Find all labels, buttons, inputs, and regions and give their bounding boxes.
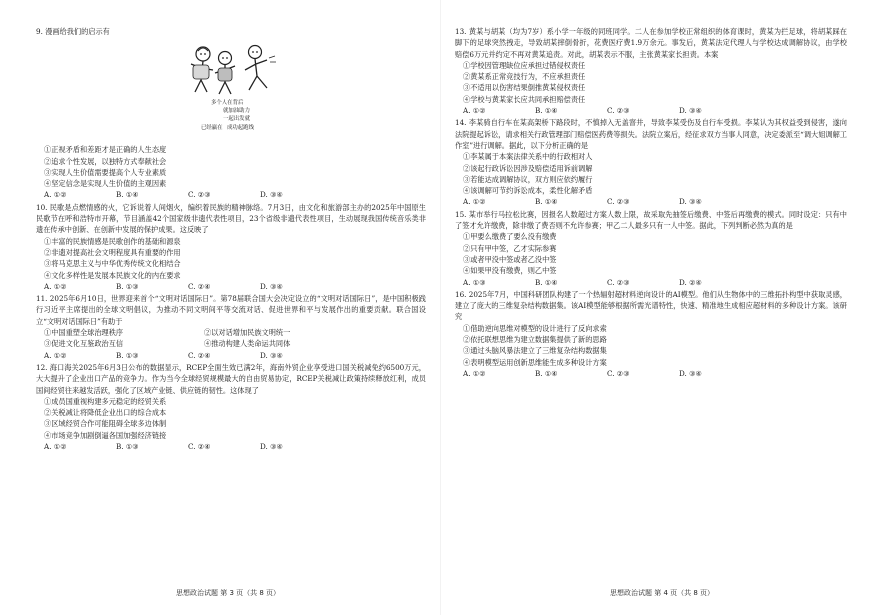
statement: ④文化多样性是发展本民族文化的内在要求	[44, 270, 181, 280]
question-10	[36, 202, 426, 292]
question-stem: 15. 某市举行马拉松比赛，因报名人数超过方案人数上限，故采取先抽签后缴费、中签后再缴费的模式。同时设定：只有中了签才允许缴费，除非缴了费否则不允许参赛；甲乙二人最多只有一人中签。据此，下列判断必然为真的是	[455, 209, 847, 231]
statement: ②以对话增加民族文明统一	[204, 328, 291, 338]
question-9	[36, 26, 426, 201]
question-15	[455, 209, 847, 288]
choice-c[interactable]: C. ②④	[188, 442, 211, 452]
choice-d[interactable]: D. ③④	[679, 106, 702, 116]
statement: ④推动构建人类命运共同体	[204, 339, 291, 349]
choice-d[interactable]: D. ③④	[260, 442, 283, 452]
choice-c[interactable]: C. ②③	[607, 197, 630, 207]
question-stem: 9. 漫画给我们的启示有	[36, 27, 110, 36]
cartoon-caption-line: 就加油助力	[223, 108, 250, 115]
statement: ①借助逆向思维对模型的设计进行了反向求索	[463, 323, 607, 333]
choice-b[interactable]: B. ①④	[535, 197, 558, 207]
right-column	[455, 26, 847, 581]
choice-b[interactable]: B. ①④	[535, 106, 558, 116]
choice-d[interactable]: D. ②④	[679, 277, 702, 287]
statement: ②追求个性发展，以独特方式奉献社会	[44, 156, 167, 166]
answer-choices	[36, 350, 426, 361]
choice-d[interactable]: D. ③④	[260, 350, 283, 360]
cartoon-caption-line: 已经赢在	[201, 125, 223, 132]
cartoon-figure	[36, 40, 426, 140]
statement: ①中国重塑全球治理秩序	[44, 328, 124, 338]
choice-a[interactable]: A. ①②	[44, 350, 67, 360]
choice-a[interactable]: A. ①③	[463, 277, 486, 287]
question-13	[455, 26, 847, 116]
answer-choices	[455, 196, 847, 207]
page-fold-divider	[440, 0, 441, 615]
statement: ②非遗对提高社会文明程度具有重要的作用	[44, 247, 181, 257]
statement: ②关税减让将降低企业出口的综合成本	[44, 408, 167, 418]
statement-row	[36, 338, 426, 349]
statement: ①学校因管理缺位应承担过错侵权责任	[463, 60, 586, 70]
choice-a[interactable]: A. ①②	[463, 106, 486, 116]
statement: ④学校与黄某家长应共同承担赔偿责任	[463, 94, 586, 104]
statement: ①李某属于本案法律关系中的行政相对人	[463, 152, 593, 162]
choice-d[interactable]: D. ③④	[260, 190, 283, 200]
statement: ③或者甲没中签或者乙没中签	[463, 254, 557, 264]
statement: ②依托联想思维为建立数据集提供了新的思路	[463, 335, 607, 345]
statement: ④市场竞争加剧倒逼各国加强经济链接	[44, 430, 167, 440]
statement: ③将马克思主义与中华优秀传统文化相结合	[44, 259, 181, 269]
choice-b[interactable]: B. ①④	[535, 368, 558, 378]
cartoon-caption-line: 一起出发就	[223, 116, 250, 123]
answer-choices	[455, 105, 847, 116]
answer-choices	[455, 277, 847, 288]
question-stem: 12. 海口海关2025年6月3日公布的数据显示，RCEP全面生效已满2年，海南外贸企业享受进口国关税减免约6500万元，大大提升了企业出口产品的竞争力。作为当今全球经贸规模最大的自由贸易协定，RCEP关税减让政策持续释放红利，成员国间经贸往来越发活跃，强化了区域产业链、供应链的韧性。这体现了	[36, 362, 426, 395]
choice-b[interactable]: B. ①④	[535, 277, 558, 287]
question-11	[36, 293, 426, 361]
choice-a[interactable]: A. ①②	[44, 190, 67, 200]
statement: ④该调解可节约诉讼成本，柔性化解矛盾	[463, 186, 593, 196]
cartoon-caption-line: 成功起跑线	[227, 125, 254, 132]
choice-c[interactable]: C. ②③	[607, 368, 630, 378]
question-stem: 13. 黄某与胡某（均为7岁）系小学一年级的同班同学。二人在参加学校正常组织的体育课时，黄某为拦足球，将胡某踩在脚下的足球突然拽走，导致胡某摔倒骨折，花费医疗费1.9万余元。事发后，黄某法定代理人与学校达成调解协议，由学校赔偿6万元并约定不再对黄某追责。对此，胡某表示不服，主张黄某家长担责。本案	[455, 27, 847, 59]
page-footer-right: 思想政治试题 第 4 页（共 8 页）	[610, 589, 715, 597]
statement: ④如果甲没有缴费，则乙中签	[463, 266, 557, 276]
answer-choices	[36, 441, 426, 452]
choice-c[interactable]: C. ②④	[188, 281, 211, 291]
statement: ②黄某系正常竞技行为，不应承担责任	[463, 72, 586, 82]
statement: ②只有甲中签，乙才实际参赛	[463, 243, 557, 253]
choice-b[interactable]: B. ①③	[116, 442, 139, 452]
choice-a[interactable]: A. ①②	[463, 197, 486, 207]
question-14	[455, 117, 847, 207]
statement-row	[36, 327, 426, 338]
statement: ②该起行政诉讼因涉及赔偿适用诉前调解	[463, 163, 593, 173]
statement: ①丰富的民族情感是民歌创作的基础和源泉	[44, 236, 181, 246]
choice-d[interactable]: D. ③④	[679, 368, 702, 378]
statement: ④表明模型运用创新思维能生成多种设计方案	[463, 357, 607, 367]
choice-c[interactable]: C. ②③	[607, 106, 630, 116]
answer-choices	[36, 189, 426, 200]
statement: ①甲要么缴费了要么没有缴费	[463, 232, 557, 242]
statement: ③促进文化互鉴政治互信	[44, 339, 124, 349]
question-12	[36, 362, 426, 452]
choice-a[interactable]: A. ①②	[44, 281, 67, 291]
choice-a[interactable]: A. ①②	[463, 368, 486, 378]
cartoon-illustration	[171, 40, 291, 140]
question-stem: 14. 李某骑自行车在某高架桥下路段时，不慎掉入无盖窨井，导致李某受伤及自行车受损。李某认为其权益受到侵害，遂向法院提起诉讼，请求相关行政管理部门赔偿医药费等损失。法院立案后，经征求双方当事人同意，决定委派至“调大姐调解工作室”进行调解。据此，以下分析正确的是	[455, 118, 847, 150]
choice-c[interactable]: C. ②③	[188, 190, 211, 200]
statement: ①正视矛盾和差距才是正确的人生态度	[44, 145, 167, 155]
statement: ③若能达成调解协议，双方则应依约履行	[463, 174, 593, 184]
cartoon-caption-line: 多个人在背后	[211, 100, 244, 107]
statement: ③不适用以伤害结果倒推黄某侵权责任	[463, 83, 586, 93]
question-stem: 11. 2025年6月10日，世界迎来首个“文明对话国际日”。第78届联合国大会决定设立的“文明对话国际日”，是中国积极践行习近平主席提出的全球文明倡议，为推动不同文明间平等交流对话、促进世界和平与发展作出的重要贡献。联合国设立“文明对话国际日”有助于	[36, 294, 426, 326]
choice-c[interactable]: C. ②③	[607, 277, 630, 287]
statement: ③区域经贸合作可能阻碍全球多边体制	[44, 419, 167, 429]
choice-d[interactable]: D. ③④	[679, 197, 702, 207]
statement: ③实现人生价值需要提高个人专业素质	[44, 167, 167, 177]
page-footer-left: 思想政治试题 第 3 页（共 8 页）	[176, 589, 281, 597]
choice-b[interactable]: B. ①④	[116, 190, 139, 200]
answer-choices	[36, 281, 426, 292]
statement: ①成员国重视构建多元稳定的经贸关系	[44, 396, 167, 406]
choice-c[interactable]: C. ②④	[188, 350, 211, 360]
choice-a[interactable]: A. ①②	[44, 442, 67, 452]
question-stem: 10. 民歌是点燃情感的火，它诉说着人间烟火，编织着民族的精神脉络。7月3日，由文化和旅游部主办的2025年中国原生民歌节在呼和浩特市开幕，节目涵盖42个国家级非遗代表性项目，23个省级非遗代表性项目，生动展现我国传统音乐类非遗在传承中创新、在创新中发展的保护成果。这反映了	[36, 202, 426, 235]
choice-b[interactable]: B. ①③	[116, 350, 139, 360]
statement: ④坚定信念是实现人生价值的主观因素	[44, 179, 167, 189]
answer-choices	[455, 368, 847, 379]
choice-d[interactable]: D. ③④	[260, 281, 283, 291]
statement: ③通过头脑风暴法建立了三维复杂结构数据集	[463, 346, 607, 356]
question-stem: 16. 2025年7月，中国科研团队构建了一个热辐射超材料逆向设计的AI模型。他们从生物体中的三维拓扑构型中获取灵感，建立了庞大的三维复杂结构数据集。该AI模型能够根据所需光谱特性，快速、精准地生成相应超材料的多种设计方案。该研究	[455, 289, 847, 322]
question-16	[455, 289, 847, 379]
left-column	[36, 26, 426, 581]
choice-b[interactable]: B. ①③	[116, 281, 139, 291]
